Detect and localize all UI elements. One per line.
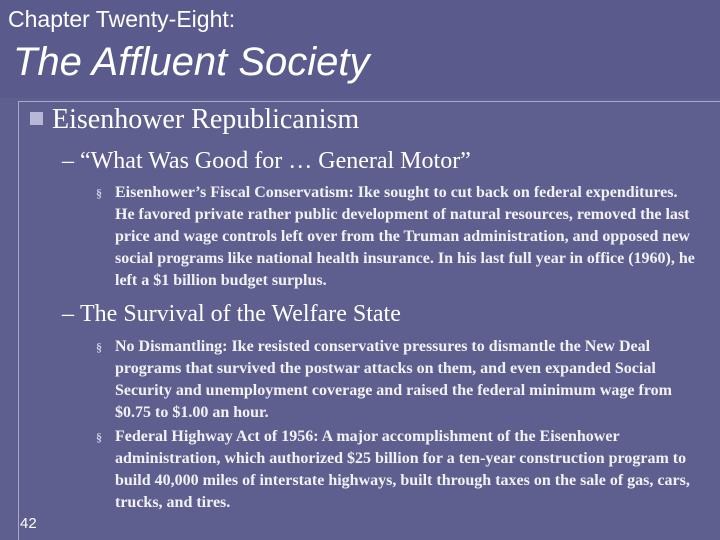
sub-bullet-welfare-state — [62, 301, 401, 328]
chapter-heading: Chapter Twenty-Eight: — [8, 6, 236, 32]
page-number: 42 — [20, 515, 37, 532]
point-text: No Dismantling: Ike resisted conservative pressures to dismantle the New Deal programs that survived the postwar attacks on them, and even expanded Social Security and unemployment coverage and raised the federal minimum wage from $0.75 to $1.00 an hour. — [115, 338, 672, 421]
point-text: Eisenhower’s Fiscal Conservatism: Ike sought to cut back on federal expenditures. He favored private rather public development of natural resources, removed the last price and wage controls left over from the Truman administration, and opposed new social programs like national health insurance. In his last full year in office (1960), he left a $1 billion budget surplus. — [115, 184, 695, 289]
main-bullet — [30, 104, 359, 136]
horizontal-divider — [18, 101, 720, 102]
slide-title: The Affluent Society — [13, 40, 370, 84]
sub-bullet-text: “What Was Good for … General Motor” — [80, 148, 471, 174]
point-text: Federal Highway Act of 1956: A major accomplishment of the Eisenhower administration, which authorized $25 billion for a ten-year construction program to build 40,000 miles of interstate highways, built through taxes on the sale of gas, cars, trucks, and tires. — [115, 428, 690, 511]
sub-bullet-general-motors — [62, 148, 471, 175]
main-bullet-text: Eisenhower Republicanism — [52, 104, 360, 135]
section-bullet-icon: § — [96, 340, 102, 354]
sub-bullet-text: The Survival of the Welfare State — [80, 301, 401, 327]
section-bullet-icon: § — [96, 430, 102, 444]
dash-icon: – — [62, 301, 74, 327]
point-fiscal-conservatism — [96, 182, 700, 292]
dash-icon: – — [62, 148, 74, 174]
vertical-divider — [18, 101, 19, 540]
point-no-dismantling — [96, 336, 700, 424]
square-bullet-icon — [30, 112, 43, 125]
section-bullet-icon: § — [96, 186, 102, 200]
point-federal-highway-act — [96, 426, 700, 514]
